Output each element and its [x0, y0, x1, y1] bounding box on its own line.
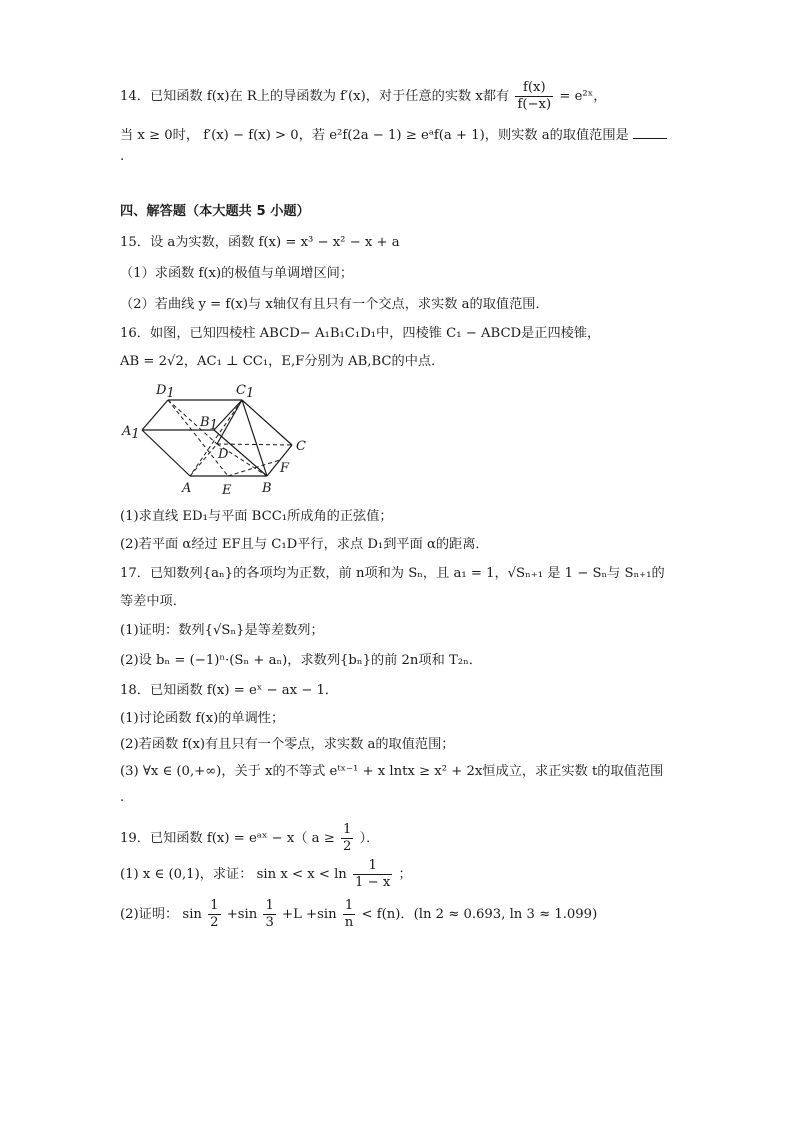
q19-p2-frac3-num: 1: [343, 898, 356, 915]
label-D: D: [218, 447, 229, 462]
q19-half-den: 2: [343, 839, 352, 854]
q14-line3: .: [120, 149, 125, 164]
edge-A-D: [190, 444, 217, 476]
q18-part3: (3) ∀x ∈ (0,+∞)，关于 x的不等式 eᵗˣ⁻¹ + x lntx ≥ x² + 2x恒成立，求正实数 t的取值范围: [120, 764, 664, 779]
q19-p1-den: 1 − x: [355, 875, 391, 890]
q15-stem: 15．设 a为实数，函数 f(x) = x³ − x² − x + a: [120, 235, 400, 250]
label-C: C: [296, 439, 306, 454]
q19-stem: [120, 822, 379, 855]
q14-frac-den: f(−x): [517, 97, 552, 112]
edge-A1-D1: [142, 400, 168, 430]
q19-p2-frac3: [343, 898, 356, 931]
q19-p2-b: +sin: [226, 907, 258, 922]
q17-part1: (1)证明：数列{√Sₙ}是等差数列；: [120, 623, 324, 638]
q17-stem-line1: 17．已知数列{aₙ}的各项均为正数，前 n项和为 Sₙ，且 a₁ = 1，√Sₙ₊₁ 是 1 − Sₙ与 Sₙ₊₁的: [120, 566, 665, 581]
q19-p2-c: +L +sin: [282, 907, 337, 922]
label-F: F: [280, 461, 290, 476]
q19-p2-frac2: [263, 898, 275, 931]
q19-p2-d: < f(n)．(ln 2 ≈ 0.693, ln 3 ≈ 1.099): [361, 907, 598, 922]
q18-stem: 18．已知函数 f(x) = eˣ − ax − 1．: [120, 683, 339, 698]
q19-p2-frac2-num: 1: [265, 898, 274, 913]
edge-D-C: [217, 444, 292, 445]
edge-C1-A: [190, 400, 242, 476]
q19-stem-a: 19．已知函数 f(x) = eᵃˣ − x（ a ≥: [120, 831, 335, 846]
q19-half: [341, 822, 353, 855]
q14-text-b: = e²ˣ，: [559, 89, 607, 104]
q19-p1-num: 1: [353, 858, 392, 875]
q14-line2: [120, 124, 667, 145]
prism-figure: [120, 380, 320, 500]
q16-stem-line2: AB = 2√2，AC₁ ⊥ CC₁，E,F分别为 AB,BC的中点．: [120, 354, 445, 369]
q19-p1-a: (1) x ∈ (0,1)，求证： sin x < x < ln: [120, 867, 347, 882]
q18-part1: (1)讨论函数 f(x)的单调性；: [120, 711, 285, 726]
q18-part3-end: .: [120, 790, 125, 805]
q14-text-2: 当 x ≥ 0时， f′(x) − f(x) > 0，若 e²f(2a − 1) ≥ eᵃf(a + 1)，则实数 a的取值范围是: [120, 128, 629, 143]
q19-p2-frac1: [208, 898, 220, 931]
label-C1: C1: [236, 383, 255, 401]
q16-stem-line1: 16．如图，已知四棱柱 ABCD− A₁B₁C₁D₁中，四棱锥 C₁ − ABCD是正四棱锥，: [120, 326, 601, 341]
q19-p1-b: ；: [398, 867, 412, 882]
q14-frac-num: f(x): [515, 80, 553, 97]
section-heading: 四、解答题（本大题共 5 小题）: [120, 204, 310, 219]
q18-part2: (2)若函数 f(x)有且只有一个零点，求实数 a的取值范围；: [120, 737, 455, 752]
q14-line1: [120, 80, 606, 113]
q17-part2: (2)设 bₙ = (−1)ⁿ·(Sₙ + aₙ)，求数列{bₙ}的前 2n项和 T₂ₙ．: [120, 653, 482, 668]
label-E: E: [222, 483, 232, 498]
q19-p2-frac1-num: 1: [210, 898, 219, 913]
q19-part1: [120, 858, 412, 891]
label-D1: D1: [156, 383, 175, 401]
label-B1: B1: [200, 415, 218, 433]
label-B: B: [262, 481, 272, 496]
q14-text-a: 14．已知函数 f(x)在 R上的导函数为 f′(x)，对于任意的实数 x都有: [120, 89, 510, 104]
label-A1: A1: [122, 424, 140, 442]
answer-blank[interactable]: [633, 124, 667, 139]
q16-part1: (1)求直线 ED₁与平面 BCC₁所成角的正弦值；: [120, 509, 393, 524]
q15-part2: （2）若曲线 y = f(x)与 x轴仅有且只有一个交点，求实数 a的取值范围．: [120, 297, 549, 312]
q19-p2-a: (2)证明： sin: [120, 907, 202, 922]
q15-part1: （1）求函数 f(x)的极值与单调增区间；: [120, 266, 354, 281]
q19-p2-frac3-den: n: [344, 915, 354, 930]
q19-p2-frac1-den: 2: [210, 915, 219, 930]
q14-fraction: [515, 80, 553, 113]
q19-p1-fraction: [353, 858, 392, 891]
q17-stem-line2: 等差中项．: [120, 594, 186, 609]
q19-stem-b: ）．: [359, 831, 380, 846]
q19-p2-frac2-den: 3: [265, 915, 274, 930]
edge-A1-A: [142, 430, 190, 476]
q19-half-num: 1: [343, 822, 352, 837]
q19-part2: [120, 898, 597, 931]
label-A: A: [182, 481, 192, 496]
q16-part2: (2)若平面 α经过 EF且与 C₁D平行，求点 D₁到平面 α的距离．: [120, 537, 489, 552]
